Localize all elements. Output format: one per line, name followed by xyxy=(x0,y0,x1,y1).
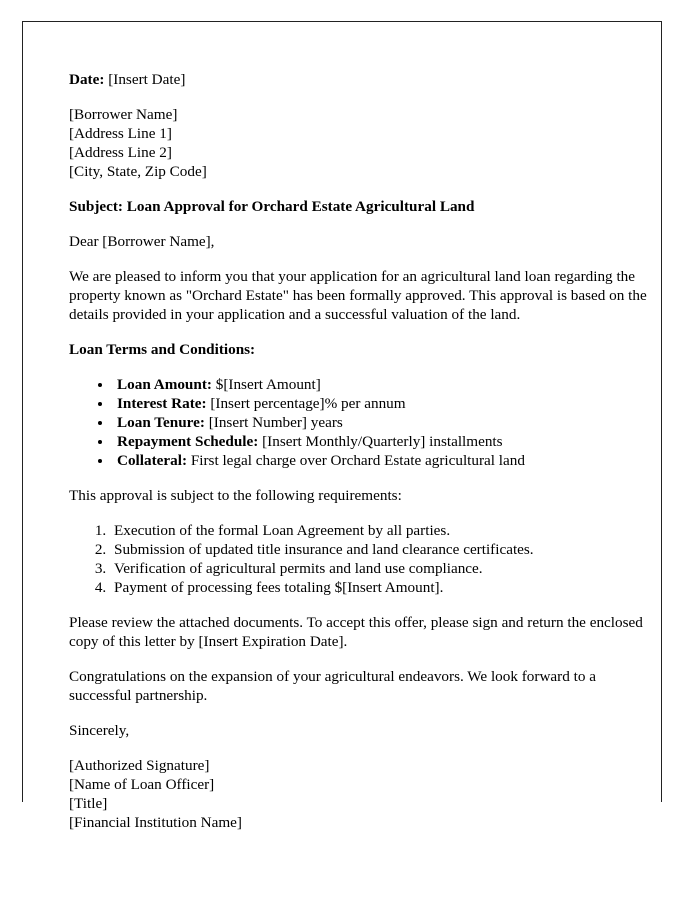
recipient-address-block xyxy=(69,105,647,181)
list-item xyxy=(113,413,647,432)
salutation: Dear [Borrower Name], xyxy=(69,233,215,250)
document-page-frame xyxy=(22,21,662,831)
loan-officer-name: [Name of Loan Officer] xyxy=(69,776,215,793)
officer-title: [Title] xyxy=(69,795,108,812)
term-value: [Insert percentage]% per annum xyxy=(206,395,406,412)
recipient-address-line-2: [Address Line 2] xyxy=(69,144,172,161)
date-line xyxy=(69,70,647,89)
list-item: 3. Verification of agricultural permits and land use compliance. xyxy=(110,559,647,578)
letter-content xyxy=(69,70,647,832)
list-item: 4. Payment of processing fees totaling $[Insert Amount]. xyxy=(110,578,647,597)
term-label: Loan Tenure: xyxy=(117,414,205,431)
loan-terms-heading: Loan Terms and Conditions: xyxy=(69,341,256,358)
list-item: 1. Execution of the formal Loan Agreement by all parties. xyxy=(110,521,647,540)
term-value: [Insert Number] years xyxy=(204,414,343,431)
term-value: First legal charge over Orchard Estate agricultural land xyxy=(187,452,525,469)
authorized-signature: [Authorized Signature] xyxy=(69,757,210,774)
term-value: [Insert Monthly/Quarterly] installments xyxy=(258,433,503,450)
recipient-address-line-1: [Address Line 1] xyxy=(69,125,172,142)
term-label: Loan Amount: xyxy=(117,376,212,393)
subject-line: Subject: Loan Approval for Orchard Estate Agricultural Land xyxy=(69,198,475,215)
term-label: Interest Rate: xyxy=(117,395,207,412)
recipient-name: [Borrower Name] xyxy=(69,106,178,123)
date-label: Date: xyxy=(69,71,105,88)
term-value: $[Insert Amount] xyxy=(211,376,321,393)
list-item: 2. Submission of updated title insurance and land clearance certificates. xyxy=(110,540,647,559)
institution-name: [Financial Institution Name] xyxy=(69,814,242,831)
list-item xyxy=(113,432,647,451)
list-item xyxy=(113,394,647,413)
requirements-list xyxy=(69,521,647,597)
recipient-city-state-zip: [City, State, Zip Code] xyxy=(69,163,207,180)
list-item xyxy=(113,375,647,394)
date-value: [Insert Date] xyxy=(108,71,186,88)
loan-terms-list xyxy=(69,375,647,470)
closing-paragraph: Congratulations on the expansion of your agricultural endeavors. We look forward to a successful partnership. xyxy=(69,668,596,704)
term-label: Collateral: xyxy=(117,452,188,469)
review-paragraph: Please review the attached documents. To accept this offer, please sign and return the enclosed copy of this letter by [Insert Expiration Date]. xyxy=(69,614,643,650)
signature-block xyxy=(69,756,647,832)
list-item xyxy=(113,451,647,470)
signoff: Sincerely, xyxy=(69,722,130,739)
intro-paragraph: We are pleased to inform you that your application for an agricultural land loan regarding the property known as "Orchard Estate" has been formally approved. This approval is based on the details provided in your application and a successful valuation of the land. xyxy=(69,268,647,323)
requirements-intro: This approval is subject to the following requirements: xyxy=(69,487,402,504)
term-label: Repayment Schedule: xyxy=(117,433,259,450)
